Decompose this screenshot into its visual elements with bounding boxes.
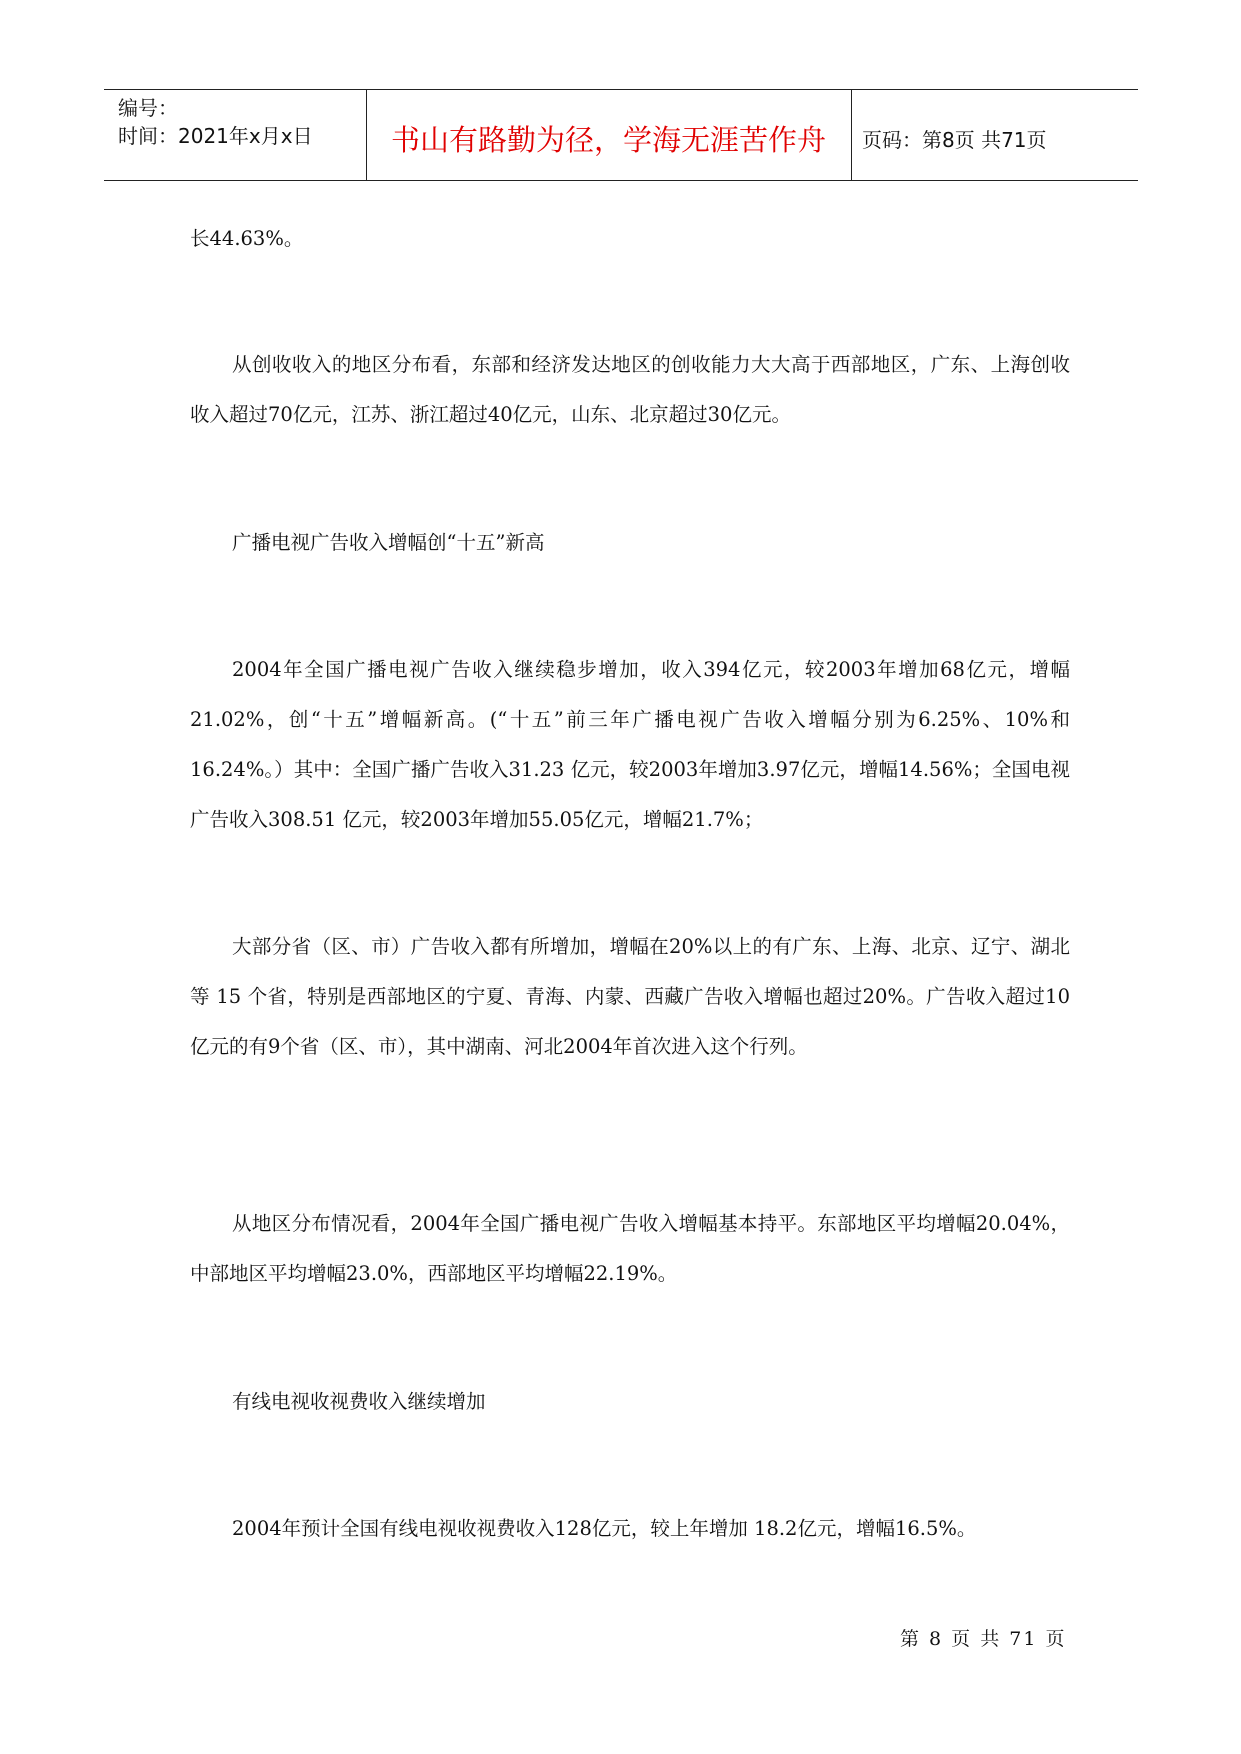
header-motto: 书山有路勤为径，学海无涯苦作舟 <box>390 123 826 157</box>
page-footer: 第 8 页 共 71 页 <box>900 1628 1067 1650</box>
header-divider-right <box>851 90 852 180</box>
page-header <box>104 89 1138 181</box>
paragraph-regional-growth: 从地区分布情况看，2004年全国广播电视广告收入增幅基本持平。东部地区平均增幅20.04%，中部地区平均增幅23.0%，西部地区平均增幅22.19%。 <box>190 1212 1070 1285</box>
paragraph-provinces: 大部分省（区、市）广告收入都有所增加，增幅在20%以上的有广东、上海、北京、辽宁、湖北等 15 个省，特别是西部地区的宁夏、青海、内蒙、西藏广告收入增幅也超过20%。广告收入超过10亿元的有9个省（区、市），其中湖南、河北2004年首次进入这个行列。 <box>190 935 1070 1058</box>
paragraph-continuation: 长44.63%。 <box>190 227 304 250</box>
time-label: 时间：2021年x月x日 <box>118 124 313 148</box>
section-heading-advertising: 广播电视广告收入增幅创“十五”新高 <box>232 531 545 554</box>
section-heading-cable: 有线电视收视费收入继续增加 <box>232 1390 486 1413</box>
paragraph-cable-income: 2004年预计全国有线电视收视费收入128亿元，较上年增加 18.2亿元，增幅16.5%。 <box>232 1517 977 1540</box>
paragraph-advertising-income: 2004年全国广播电视广告收入继续稳步增加，收入394亿元，较2003年增加68亿元，增幅21.02%，创“十五”增幅新高。(“十五”前三年广播电视广告收入增幅分别为6.25%、10%和16.24%。）其中：全国广播广告收入31.23 亿元，较2003年增加3.97亿元，增幅14.56%；全国电视广告收入308.51 亿元，较2003年增加55.05亿元，增幅21.7%； <box>190 658 1070 831</box>
paragraph-region-distribution: 从创收收入的地区分布看，东部和经济发达地区的创收能力大大高于西部地区，广东、上海创收收入超过70亿元，江苏、浙江超过40亿元，山东、北京超过30亿元。 <box>190 353 1070 426</box>
code-label: 编号： <box>118 96 178 120</box>
header-meta <box>118 94 313 150</box>
header-page-info: 页码：第8页 共71页 <box>862 128 1047 152</box>
